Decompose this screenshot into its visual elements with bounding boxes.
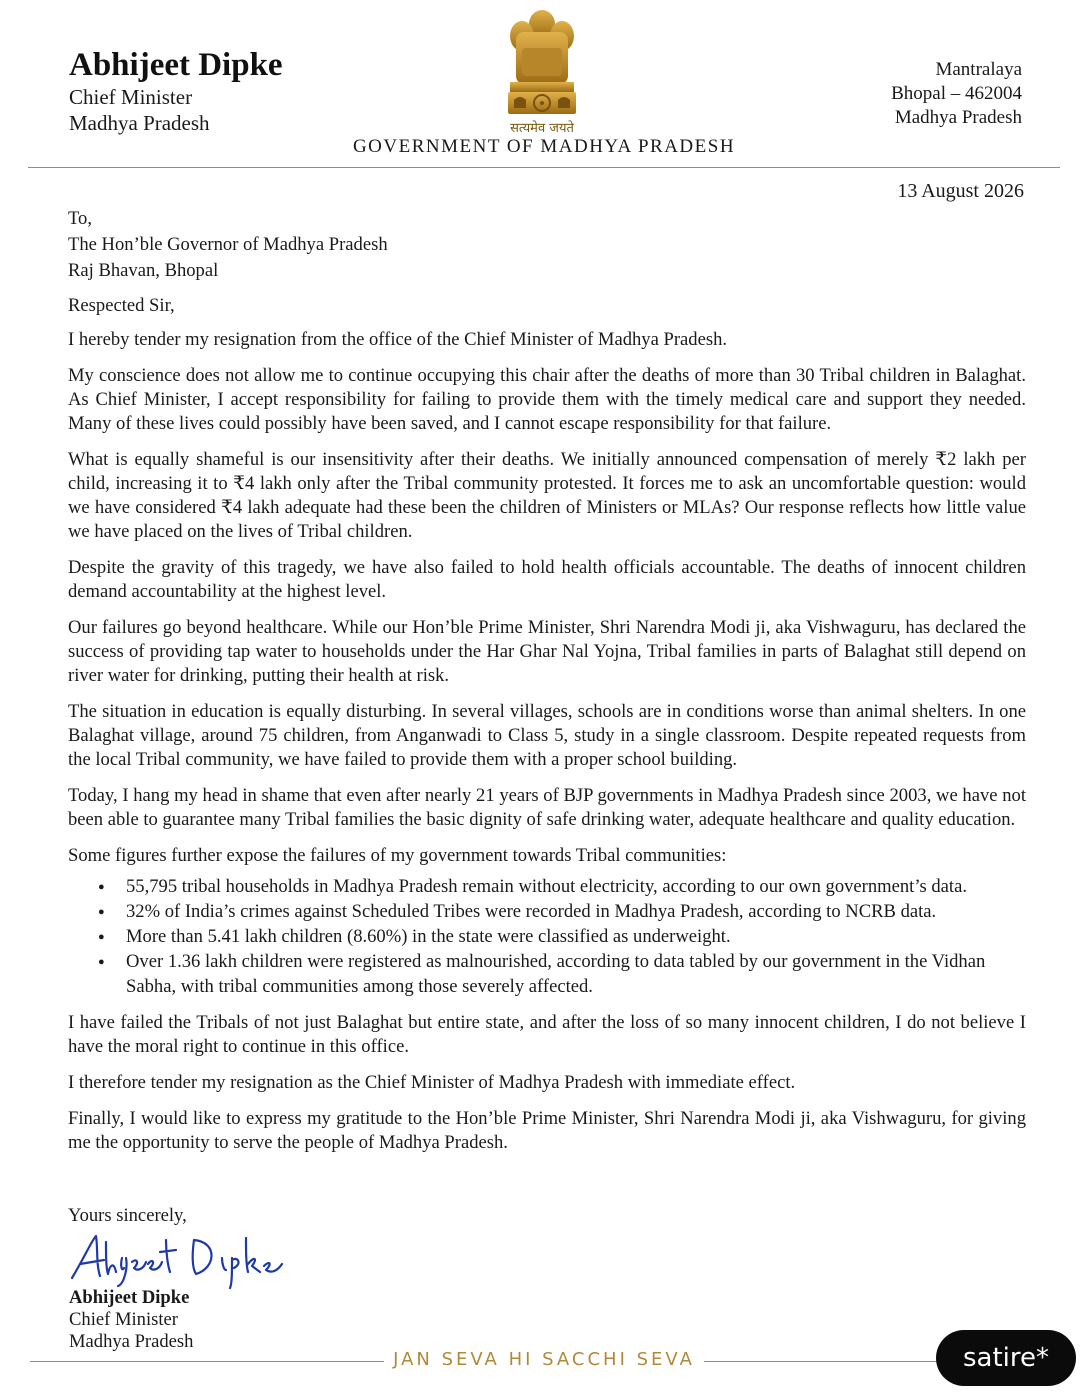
closing-salutation: Yours sincerely, <box>68 1205 187 1226</box>
recipient-block <box>68 206 1026 284</box>
recipient-line: Raj Bhavan, Bhopal <box>68 260 219 281</box>
figures-list <box>68 874 1026 999</box>
paragraph: My conscience does not allow me to continue occupying this chair after the deaths of more than 30 Tribal children in Balaghat. As Chief Minister, I accept responsibility for failing to provide them with the timely medical care and support they needed. Many of these lives could possibly have been saved, and I cannot escape responsibility for that failure. <box>68 365 1026 434</box>
paragraph: I have failed the Tribals of not just Balaghat but entire state, and after the loss of so many innocent children, I do not believe I have the moral right to continue in this office. <box>68 1012 1026 1057</box>
paragraph: Some figures further expose the failures of my government towards Tribal communities: <box>68 845 727 866</box>
list-item: ● 32% of India’s crimes against Scheduled Tribes were recorded in Madhya Pradesh, according to NCRB data. <box>126 899 1026 924</box>
satire-badge: satire* <box>936 1330 1076 1386</box>
government-title: GOVERNMENT OF MADHYA PRADESH <box>352 136 736 157</box>
paragraph: I therefore tender my resignation as the Chief Minister of Madhya Pradesh with immediate effect. <box>68 1072 796 1093</box>
paragraph: Finally, I would like to express my gratitude to the Hon’ble Prime Minister, Shri Narendra Modi ji, aka Vishwaguru, for giving me the opportunity to serve the people of Madhya Pradesh. <box>68 1108 1026 1153</box>
address-line: Mantralaya <box>935 59 1022 80</box>
list-item: ● Over 1.36 lakh children were registered as malnourished, according to data tabled by our government in the Vidhan Sabha, with tribal communities among those severely affected. <box>126 949 1026 999</box>
office-address <box>891 58 1022 130</box>
national-motto: सत्यमेव जयते <box>510 121 574 136</box>
sender-block <box>69 46 283 136</box>
footer-divider <box>704 1361 974 1362</box>
list-item: ● 55,795 tribal households in Madhya Pradesh remain without electricity, according to our own government’s data. <box>126 874 1026 899</box>
header-divider <box>28 167 1060 168</box>
footer-tagline: JAN SEVA HI SACCHI SEVA <box>393 1349 695 1370</box>
signer-title: Chief Minister <box>69 1309 178 1330</box>
signer-name: Abhijeet Dipke <box>69 1287 190 1308</box>
footer-divider <box>30 1361 384 1362</box>
sender-title: Chief Minister <box>69 85 193 109</box>
paragraph: Despite the gravity of this tragedy, we have also failed to hold health officials accountable. The deaths of innocent children demand accountability at the highest level. <box>68 557 1026 602</box>
salutation: Respected Sir, <box>68 295 175 316</box>
signer-state: Madhya Pradesh <box>69 1331 194 1352</box>
signer-block <box>69 1287 193 1353</box>
handwritten-signature <box>66 1228 286 1290</box>
recipient-line: The Hon’ble Governor of Madhya Pradesh <box>68 234 388 255</box>
sender-name: Abhijeet Dipke <box>69 47 283 83</box>
address-line: Madhya Pradesh <box>894 107 1022 128</box>
paragraph: I hereby tender my resignation from the office of the Chief Minister of Madhya Pradesh. <box>68 329 728 350</box>
national-emblem-icon <box>496 4 588 132</box>
letter-date: 13 August 2026 <box>897 180 1024 202</box>
paragraph: What is equally shameful is our insensitivity after their deaths. We initially announced compensation of merely ₹2 lakh per child, increasing it to ₹4 lakh only after the Tribal community protested. It forces me to ask an uncomfortable question: would we have considered ₹4 lakh adequate had these been the children of Ministers or MLAs? Our response reflects how little value we have placed on the lives of Tribal children. <box>68 449 1026 542</box>
address-line: Bhopal – 462004 <box>891 83 1022 104</box>
paragraph: Today, I hang my head in shame that even after nearly 21 years of BJP governments in Madhya Pradesh since 2003, we have not been able to guarantee many Tribal families the basic dignity of safe drinking water, adequate healthcare and quality education. <box>68 785 1026 830</box>
letter-body <box>68 206 1026 1167</box>
paragraph: The situation in education is equally disturbing. In several villages, schools are in conditions worse than animal shelters. In one Balaghat village, around 75 children, from Anganwadi to Class 5, study in a single classroom. Despite repeated requests from the local Tribal community, we have failed to provide them with a proper school building. <box>68 701 1026 770</box>
paragraph: Our failures go beyond healthcare. While our Hon’ble Prime Minister, Shri Narendra Modi ji, aka Vishwaguru, has declared the success of providing tap water to households under the Har Ghar Nal Yojna, Tribal families in parts of Balaghat still depend on river water for drinking, putting their health at risk. <box>68 617 1026 686</box>
list-item: ● More than 5.41 lakh children (8.60%) in the state were classified as underweight. <box>126 924 1026 949</box>
recipient-line: To, <box>68 208 93 229</box>
sender-state: Madhya Pradesh <box>69 111 210 135</box>
